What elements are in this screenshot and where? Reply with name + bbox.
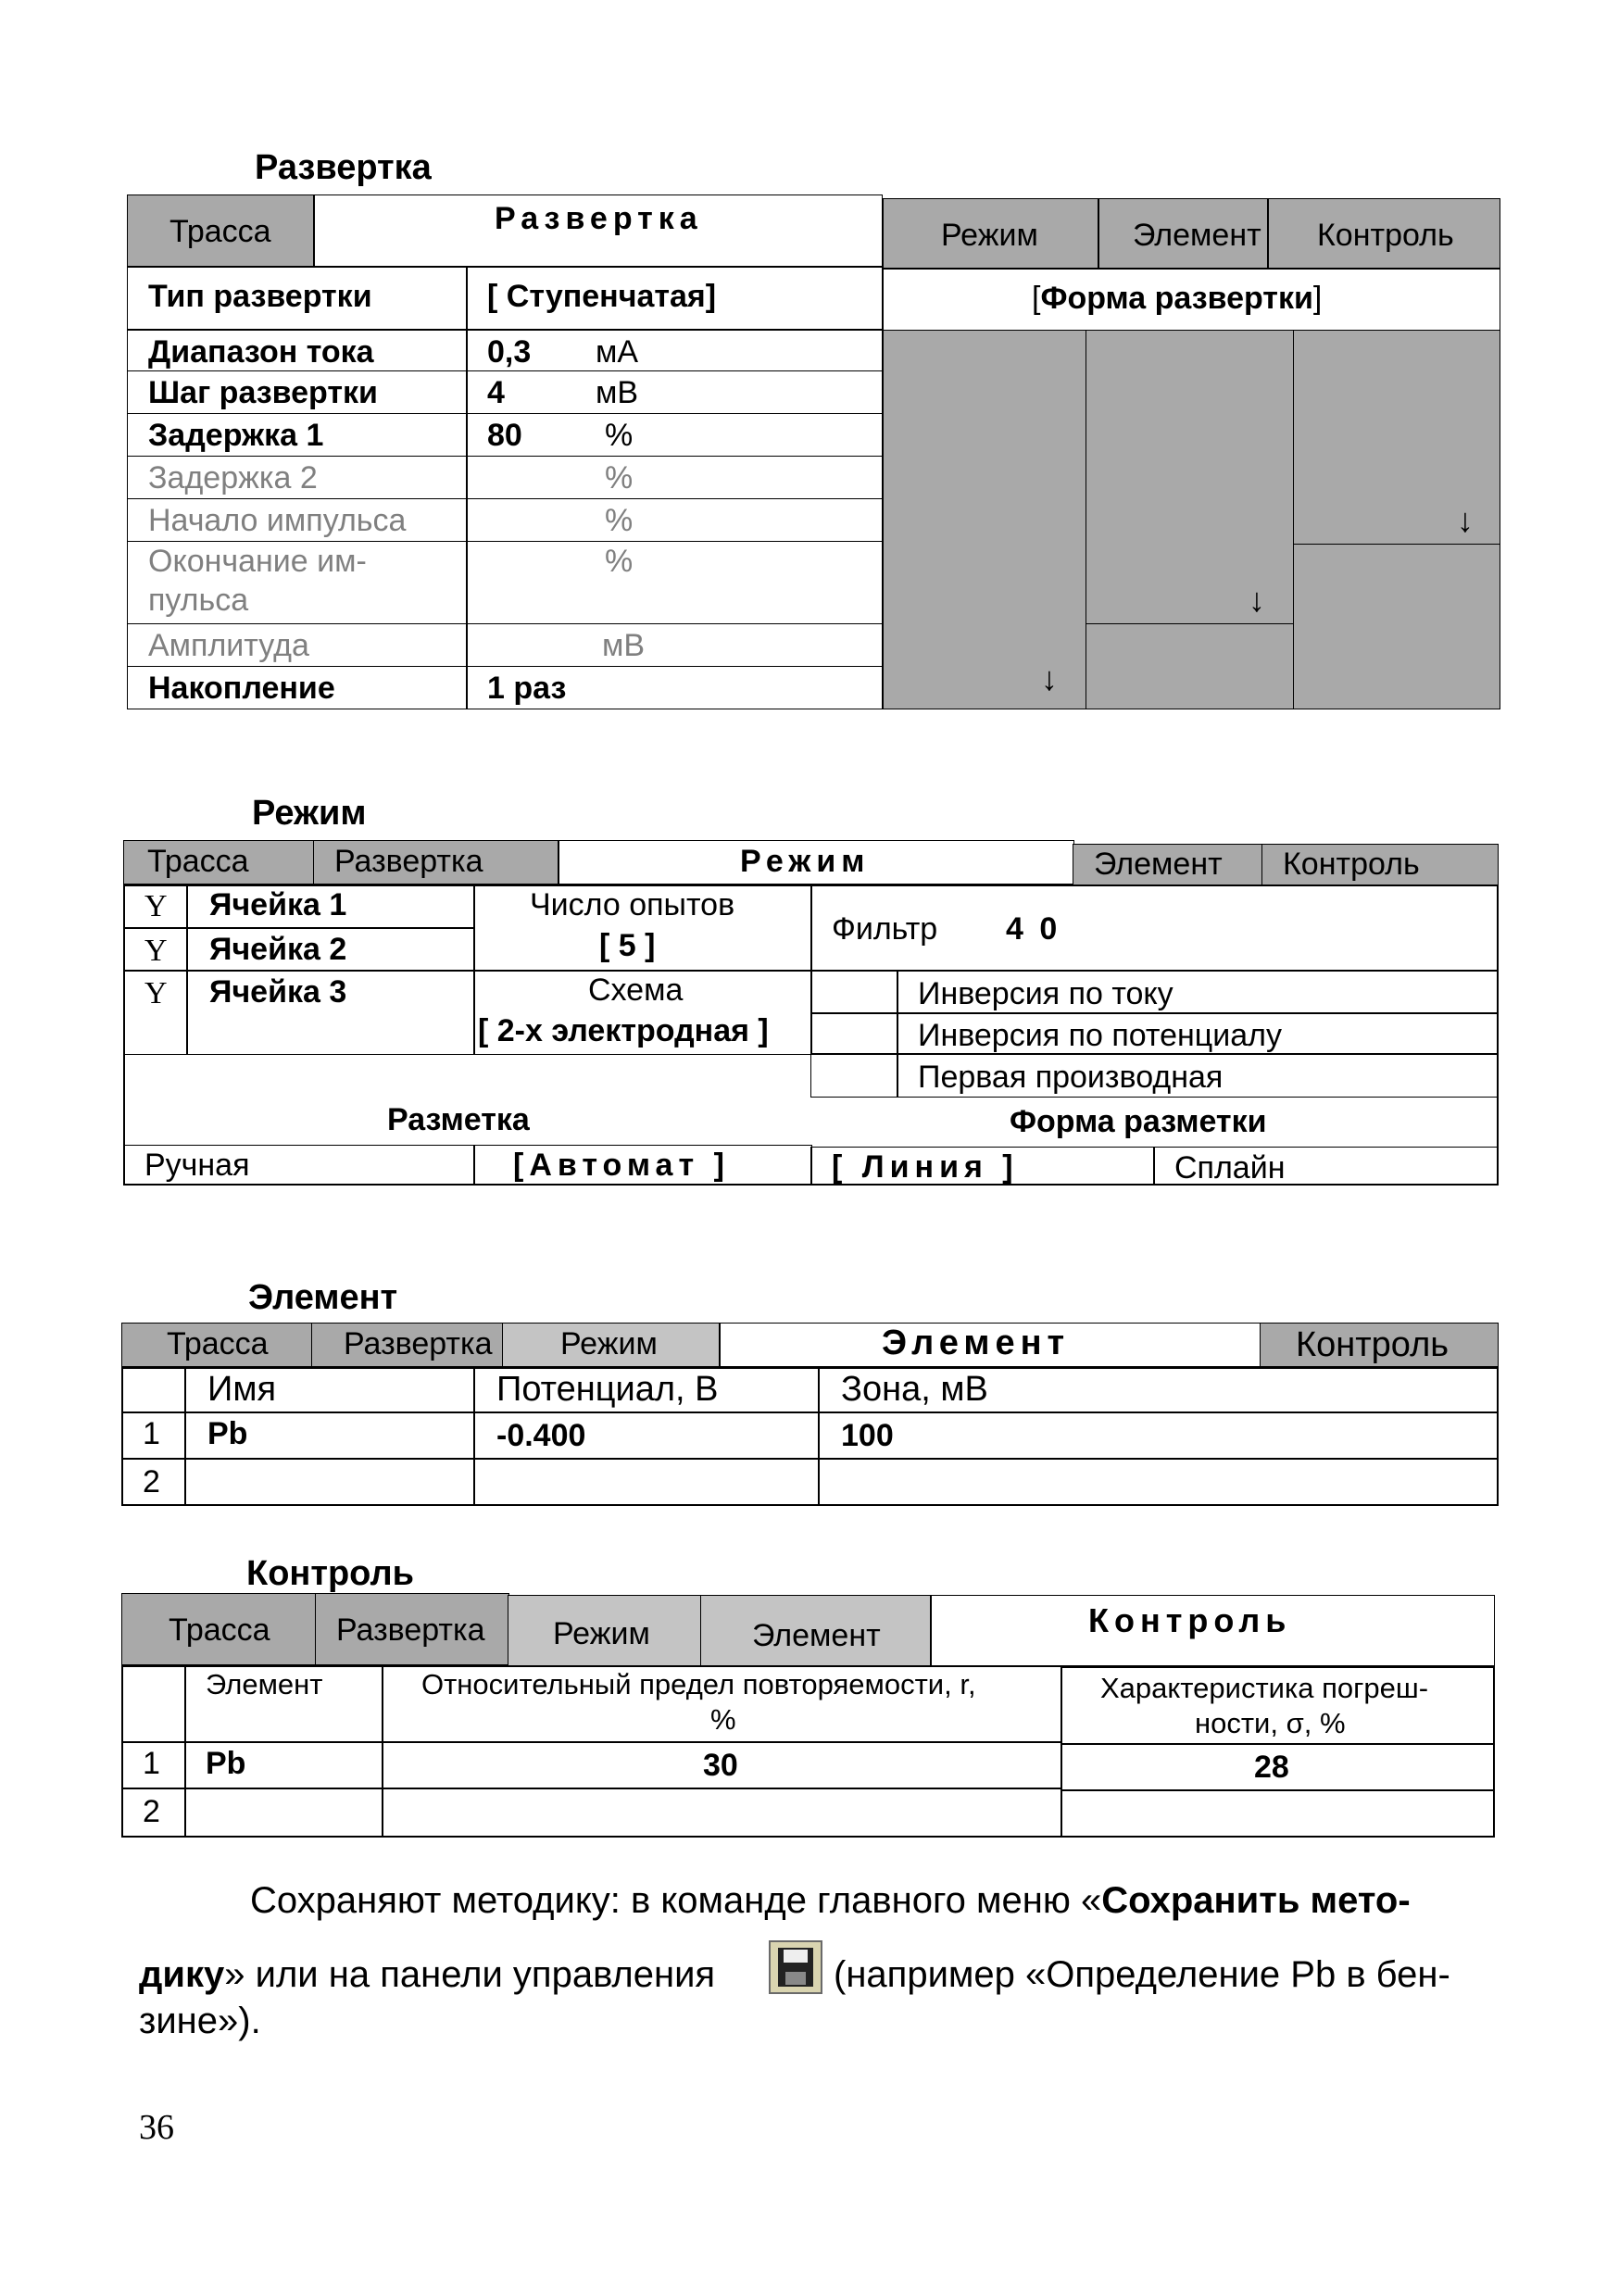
- bracket-right: ]: [1312, 281, 1323, 316]
- table-cell[interactable]: [382, 1788, 1062, 1838]
- tab-label: Режим: [941, 218, 1038, 253]
- table-cell[interactable]: [473, 1411, 820, 1460]
- check-icon: Y: [144, 976, 168, 1010]
- param-label: Диапазон тока: [148, 334, 374, 370]
- param-row: [127, 413, 883, 457]
- element-zone: 100: [841, 1418, 894, 1453]
- tab-element[interactable]: [1073, 844, 1263, 886]
- column-header: Элемент: [206, 1668, 323, 1700]
- tab-label: Элемент: [1094, 847, 1223, 882]
- column-header: Имя: [207, 1370, 277, 1409]
- table-cell[interactable]: [818, 1458, 1499, 1506]
- cell-label: Ячейка 2: [209, 932, 347, 967]
- tab-rezhim[interactable]: [502, 1323, 721, 1367]
- table-row-number: [121, 1458, 186, 1506]
- tab-label: Элемент: [752, 1618, 881, 1653]
- option-label: [ Линия ]: [832, 1149, 1019, 1185]
- menu-command-text: дику: [139, 1954, 225, 1995]
- param-value[interactable]: 0,3: [487, 334, 532, 370]
- text-span: зине»).: [139, 2001, 261, 2041]
- option-checkbox-first-derivative[interactable]: [810, 1053, 898, 1098]
- paragraph-line-2b: [834, 1954, 1450, 1996]
- option-invert-current: [897, 970, 1499, 1014]
- option-checkbox-invert-potential[interactable]: [810, 1012, 898, 1055]
- cell-3-checkbox[interactable]: [123, 970, 188, 1055]
- tab-kontrol[interactable]: [1261, 844, 1499, 886]
- tab-label: Контроль: [1283, 847, 1420, 882]
- sweep-shape-option-1[interactable]: [883, 330, 1086, 709]
- table-cell[interactable]: [1061, 1789, 1495, 1838]
- param-label: Начало импульса: [148, 503, 407, 538]
- param-label-continued: пульса: [148, 583, 249, 618]
- param-row: [127, 623, 883, 667]
- param-unit: %: [605, 503, 634, 538]
- param-unit: мВ: [596, 375, 639, 410]
- param-label: Шаг развертки: [148, 375, 378, 410]
- param-unit: %: [605, 460, 634, 496]
- param-row: [127, 370, 883, 414]
- table-row-number: [121, 1741, 186, 1789]
- tab-label: Режим: [553, 1616, 650, 1651]
- tab-rezhim[interactable]: [883, 198, 1098, 269]
- param-unit: мА: [596, 334, 639, 370]
- param-label: Задержка 2: [148, 460, 318, 496]
- form-spline-option[interactable]: [1153, 1147, 1499, 1186]
- tab-label: Контроль: [1088, 1601, 1292, 1639]
- arrow-down-icon: ↓: [1041, 659, 1058, 697]
- param-row: [127, 498, 883, 542]
- tab-razvertka-active[interactable]: [313, 194, 883, 267]
- tab-razvertka[interactable]: [315, 1593, 509, 1665]
- experiments-value: [ 5 ]: [599, 928, 656, 963]
- tab-label: Развертка: [344, 1326, 493, 1361]
- tab-razvertka[interactable]: [313, 840, 558, 885]
- scheme-field[interactable]: [473, 970, 812, 1055]
- paragraph-line-1: [250, 1880, 1411, 1922]
- table-cell[interactable]: [473, 1458, 820, 1506]
- tab-label: Элемент: [882, 1324, 1071, 1362]
- tab-razvertka[interactable]: [311, 1323, 504, 1367]
- param-row: [127, 541, 883, 624]
- tab-rezhim[interactable]: [508, 1595, 702, 1667]
- cell-1-checkbox[interactable]: [123, 885, 188, 929]
- element-name: Pb: [206, 1746, 246, 1781]
- table-row-number: [121, 1411, 186, 1460]
- tab-kontrol-active[interactable]: [930, 1595, 1495, 1667]
- markup-manual-option[interactable]: [123, 1145, 475, 1186]
- param-value[interactable]: 4: [487, 375, 505, 410]
- cell-label: Ячейка 1: [209, 887, 347, 922]
- check-icon: Y: [144, 934, 168, 968]
- tab-element[interactable]: [1098, 198, 1268, 269]
- tab-label: Элемент: [1133, 218, 1261, 253]
- param-label: Накопление: [148, 671, 335, 706]
- option-label: [Автомат ]: [513, 1148, 730, 1183]
- tab-label: Трасса: [147, 844, 249, 879]
- tab-label: Развертка: [334, 844, 483, 879]
- param-label: Амплитуда: [148, 628, 309, 663]
- markup-label: Разметка: [387, 1102, 530, 1137]
- menu-command-text: Сохранить мето-: [1101, 1880, 1411, 1921]
- tab-rezhim-active[interactable]: [558, 840, 1074, 885]
- table-cell[interactable]: [184, 1788, 383, 1838]
- element-potential: -0.400: [496, 1418, 586, 1453]
- param-unit: %: [605, 544, 634, 579]
- table-cell[interactable]: [184, 1458, 475, 1506]
- table-header-cell: [121, 1367, 186, 1413]
- param-label: Окончание им-: [148, 544, 367, 579]
- option-label: Инверсия по току: [918, 976, 1173, 1011]
- table-cell[interactable]: [382, 1741, 1062, 1789]
- text-span: (например «Определение Pb в бен-: [834, 1954, 1450, 1995]
- column-header-unit: %: [710, 1703, 736, 1736]
- sweep-type-select[interactable]: [466, 267, 883, 330]
- sweep-shape-option-3-low: [1293, 544, 1500, 709]
- tab-label: Контроль: [1296, 1325, 1450, 1364]
- tab-kontrol[interactable]: [1268, 198, 1500, 269]
- param-row: [127, 456, 883, 499]
- table-header-cell: [184, 1367, 475, 1413]
- section-heading-kontrol: Контроль: [246, 1554, 414, 1593]
- tab-label: Контроль: [1317, 218, 1454, 253]
- table-header-cell: [184, 1665, 383, 1743]
- section-heading-rezhim: Режим: [252, 794, 367, 833]
- row-number: 2: [143, 1794, 160, 1829]
- bracket-left: [: [1032, 281, 1041, 316]
- tab-element-active[interactable]: [719, 1323, 1261, 1367]
- markup-auto-option[interactable]: [473, 1145, 812, 1186]
- cell-1-label-cell: [186, 885, 475, 929]
- error-value: 28: [1254, 1750, 1289, 1785]
- option-checkbox-invert-current[interactable]: [810, 970, 898, 1014]
- sweep-type-value: [ Ступенчатая]: [487, 279, 717, 314]
- param-row: [127, 666, 883, 709]
- arrow-down-icon: ↓: [1457, 501, 1474, 539]
- option-label: Инверсия по потенциалу: [918, 1018, 1282, 1053]
- table-header-cell: [382, 1665, 1062, 1743]
- table-cell[interactable]: [818, 1411, 1499, 1460]
- section-heading-razvertka: Развертка: [255, 148, 432, 187]
- column-header: Характеристика погреш-: [1100, 1672, 1429, 1704]
- column-header: Зона, мВ: [841, 1370, 988, 1409]
- tab-element[interactable]: [700, 1595, 932, 1667]
- scheme-value: [ 2-х электродная ]: [478, 1013, 769, 1048]
- arrow-down-icon: ↓: [1249, 581, 1265, 619]
- repeatability-value: 30: [703, 1748, 738, 1783]
- cell-2-checkbox[interactable]: [123, 927, 188, 972]
- table-cell[interactable]: [1061, 1743, 1495, 1791]
- page-number: 36: [139, 2108, 174, 2147]
- table-header-cell: [473, 1367, 820, 1413]
- floppy-disk-slot: [785, 1972, 806, 1985]
- sweep-shape-label: Форма развертки: [1040, 281, 1313, 316]
- table-row-number: [121, 1788, 186, 1838]
- floppy-disk-icon: [769, 1940, 822, 1994]
- filter-field[interactable]: [810, 885, 1499, 972]
- form-line-option[interactable]: [810, 1147, 1155, 1186]
- tab-trassa[interactable]: [121, 1593, 317, 1665]
- param-unit: мВ: [602, 628, 646, 663]
- tab-trassa[interactable]: [121, 1323, 313, 1367]
- experiments-count-field[interactable]: [473, 885, 812, 972]
- paragraph-line-3: [139, 2001, 261, 2042]
- option-label: Сплайн: [1174, 1150, 1286, 1186]
- tab-label: Трасса: [169, 214, 271, 249]
- tab-trassa[interactable]: [127, 194, 315, 267]
- check-icon: Y: [144, 889, 168, 923]
- paragraph-line-2a: [139, 1954, 715, 1996]
- floppy-disk-label: [784, 1950, 808, 1963]
- sweep-type-label: Тип развертки: [148, 279, 372, 314]
- element-name: Pb: [207, 1416, 248, 1451]
- markup-form-label: Форма разметки: [1010, 1104, 1267, 1139]
- column-header: Потенциал, В: [496, 1370, 719, 1409]
- cell-label: Ячейка 3: [209, 974, 347, 1010]
- tab-label: Режим: [740, 844, 871, 879]
- filter-value: 4 0: [1006, 911, 1061, 947]
- option-label: Первая производная: [918, 1060, 1224, 1095]
- table-cell[interactable]: [184, 1411, 475, 1460]
- tab-trassa[interactable]: [123, 840, 315, 885]
- param-label: Задержка 1: [148, 418, 324, 453]
- text-span: » или на панели управления: [224, 1954, 716, 1995]
- row-number: 2: [143, 1464, 160, 1499]
- cell-2-label-cell: [186, 927, 475, 972]
- tab-label: Трасса: [167, 1326, 269, 1361]
- tab-label: Трасса: [169, 1612, 270, 1648]
- table-header-cell: [121, 1665, 186, 1743]
- tab-label: Режим: [560, 1326, 658, 1361]
- param-row: [127, 330, 883, 371]
- cell-3-label-cell: [186, 970, 475, 1055]
- option-first-derivative: [897, 1053, 1499, 1098]
- tab-label: Развертка: [336, 1612, 485, 1648]
- table-header-cell: [1061, 1667, 1495, 1745]
- text-span: Сохраняют методику: в команде главного меню «: [250, 1880, 1102, 1921]
- column-header-unit: ности, σ, %: [1195, 1707, 1346, 1739]
- table-cell[interactable]: [184, 1741, 383, 1789]
- table-header-cell: [818, 1367, 1499, 1413]
- scheme-label: Схема: [588, 972, 684, 1008]
- sweep-shape-option-2-low: [1086, 623, 1294, 709]
- experiments-label: Число опытов: [530, 887, 735, 922]
- tab-kontrol[interactable]: [1260, 1323, 1499, 1367]
- row-number: 1: [143, 1416, 160, 1451]
- param-unit: %: [605, 418, 634, 453]
- filter-label: Фильтр: [832, 911, 938, 947]
- section-heading-element: Элемент: [248, 1278, 398, 1317]
- option-invert-potential: [897, 1012, 1499, 1055]
- tab-label: Развертка: [495, 201, 703, 236]
- param-value[interactable]: 1 раз: [487, 671, 567, 706]
- sweep-shape-option-3[interactable]: [1293, 330, 1500, 545]
- column-header: Относительный предел повторяемости, r,: [421, 1668, 976, 1700]
- param-value[interactable]: 80: [487, 418, 522, 453]
- sweep-shape-option-2[interactable]: [1086, 330, 1294, 624]
- sweep-type-label-cell: [127, 267, 468, 330]
- option-label: Ручная: [144, 1148, 250, 1183]
- sweep-shape-header: [883, 269, 1500, 332]
- row-number: 1: [143, 1746, 160, 1781]
